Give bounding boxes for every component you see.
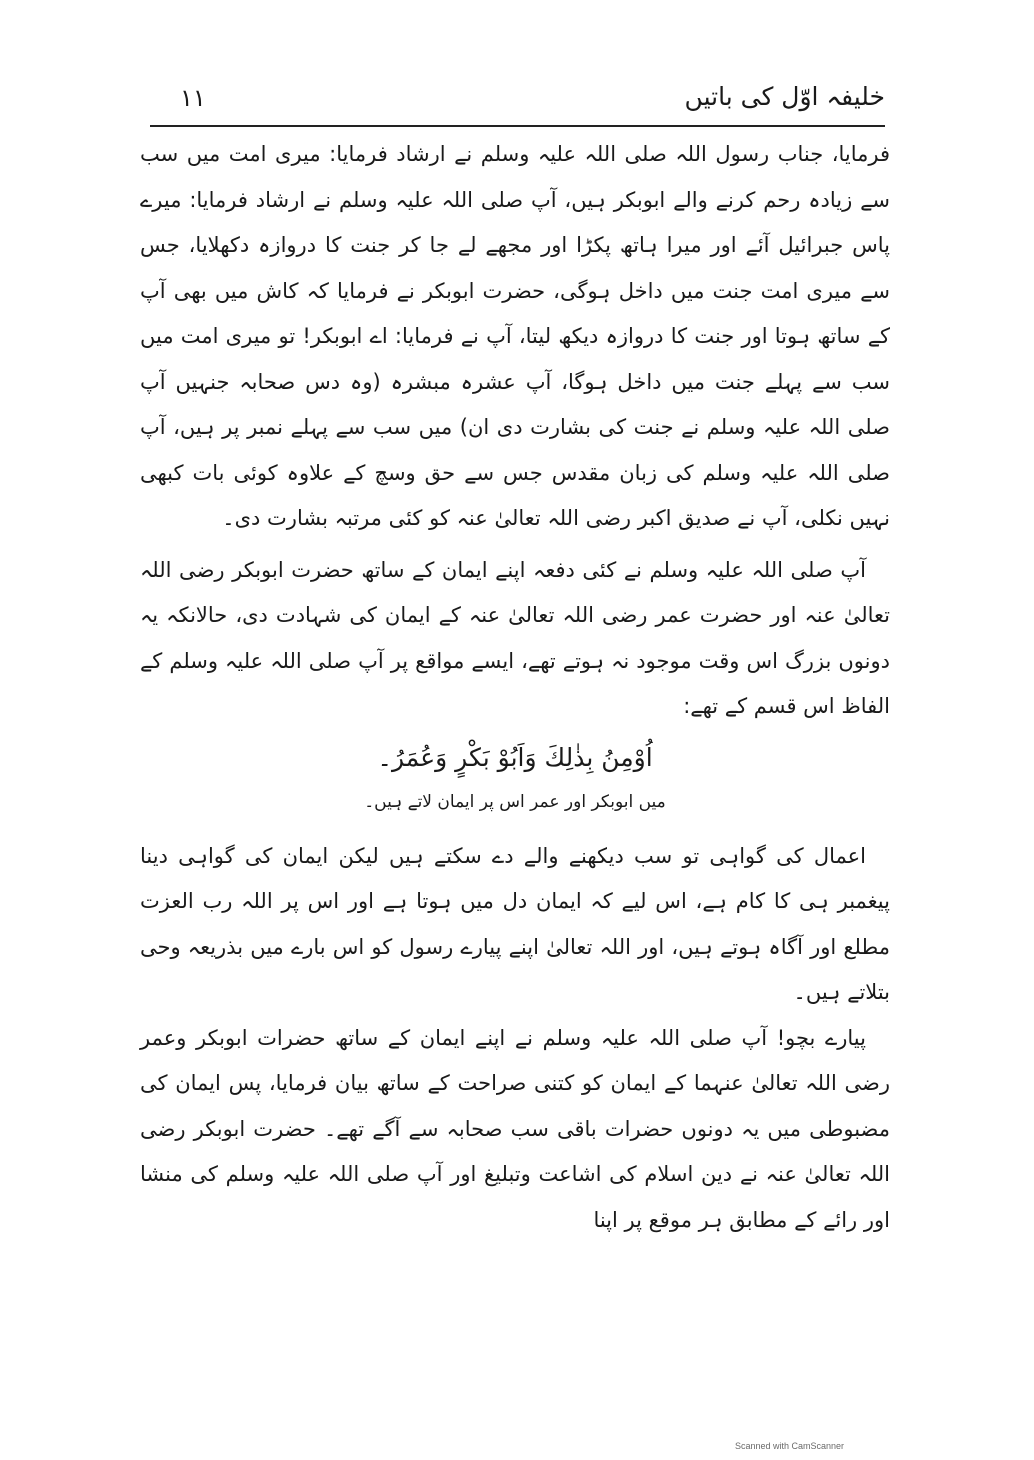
paragraph-3: اعمال کی گواہی تو سب دیکھنے والے دے سکتے ہیں لیکن ایمان کی گواہی دینا پیغمبر ہی کا کام ہے، اس لیے کہ ایمان دل میں ہوتا ہے اور اس پر اللہ رب العزت مطلع اور آگاہ ہوتے ہیں، اور اللہ تعالیٰ اپنے پیارے رسول کو اس بارے میں بذریعہ وحی بتلاتے ہیں۔ — [140, 843, 890, 1004]
paragraph-4: پیارے بچو! آپ صلی اللہ علیہ وسلم نے اپنے ایمان کے ساتھ حضرات ابوبکر وعمر رضی اللہ تعالیٰ عنہما کے ایمان کو کتنی صراحت کے ساتھ بیان فرمایا، پس ایمان کی مضبوطی میں یہ دونوں حضرات باقی سب صحابہ سے آگے تھے۔ حضرت ابوبکر رضی اللہ تعالیٰ عنہ نے دین اسلام کی اشاعت وتبلیغ اور آپ صلی اللہ علیہ وسلم کی منشا اور رائے کے مطابق ہر موقع پر اپنا — [140, 1025, 890, 1232]
paragraph-1: فرمایا، جناب رسول اللہ صلی اللہ علیہ وسلم نے ارشاد فرمایا: میری امت میں سب سے زیادہ رحم کرنے والے ابوبکر ہیں، آپ صلی اللہ علیہ وسلم نے ارشاد فرمایا: میرے پاس جبرائیل آئے اور میرا ہاتھ پکڑا اور مجھے لے جا کر جنت کا دروازہ دکھلایا، جس سے میری امت جنت میں داخل ہوگی، حضرت ابوبکر نے فرمایا کہ کاش میں بھی آپ کے ساتھ ہوتا اور جنت کا دروازہ دیکھ لیتا، آپ نے فرمایا: اے ابوبکر! تو میری امت میں سب سے پہلے جنت میں داخل ہوگا، آپ عشرہ مبشرہ (وہ دس صحابہ جنہیں آپ صلی اللہ علیہ وسلم نے جنت کی بشارت دی ان) میں سب سے پہلے نمبر پر ہیں، آپ صلی اللہ علیہ وسلم کی زبان مقدس جس سے حق وسچ کے علاوہ کوئی بات کبھی نہیں نکلی، آپ نے صدیق اکبر رضی اللہ تعالیٰ عنہ کو کئی مرتبہ بشارت دی۔ — [140, 142, 890, 530]
header-divider — [150, 125, 885, 127]
page-header — [150, 82, 885, 122]
page-number: ۱۱ — [180, 84, 206, 112]
running-title: خلیفہ اوّل کی باتیں — [684, 82, 885, 111]
page-body — [140, 132, 890, 1243]
arabic-quote: اُوْمِنُ بِذٰلِكَ وَاَبُوْ بَكْرٍ وَعُمَرُ۔ — [377, 742, 653, 772]
paragraph-2: آپ صلی اللہ علیہ وسلم نے کئی دفعہ اپنے ایمان کے ساتھ حضرت ابوبکر رضی اللہ تعالیٰ عنہ اور حضرت عمر رضی اللہ تعالیٰ عنہ کے ایمان کی شہادت دی، حالانکہ یہ دونوں بزرگ اس وقت موجود نہ ہوتے تھے، ایسے مواقع پر آپ صلی اللہ علیہ وسلم کے الفاظ اس قسم کے تھے: — [140, 557, 890, 718]
quote-translation: میں ابوبکر اور عمر اس پر ایمان لاتے ہیں۔ — [364, 791, 666, 812]
scanner-watermark: Scanned with CamScanner — [735, 1441, 845, 1451]
